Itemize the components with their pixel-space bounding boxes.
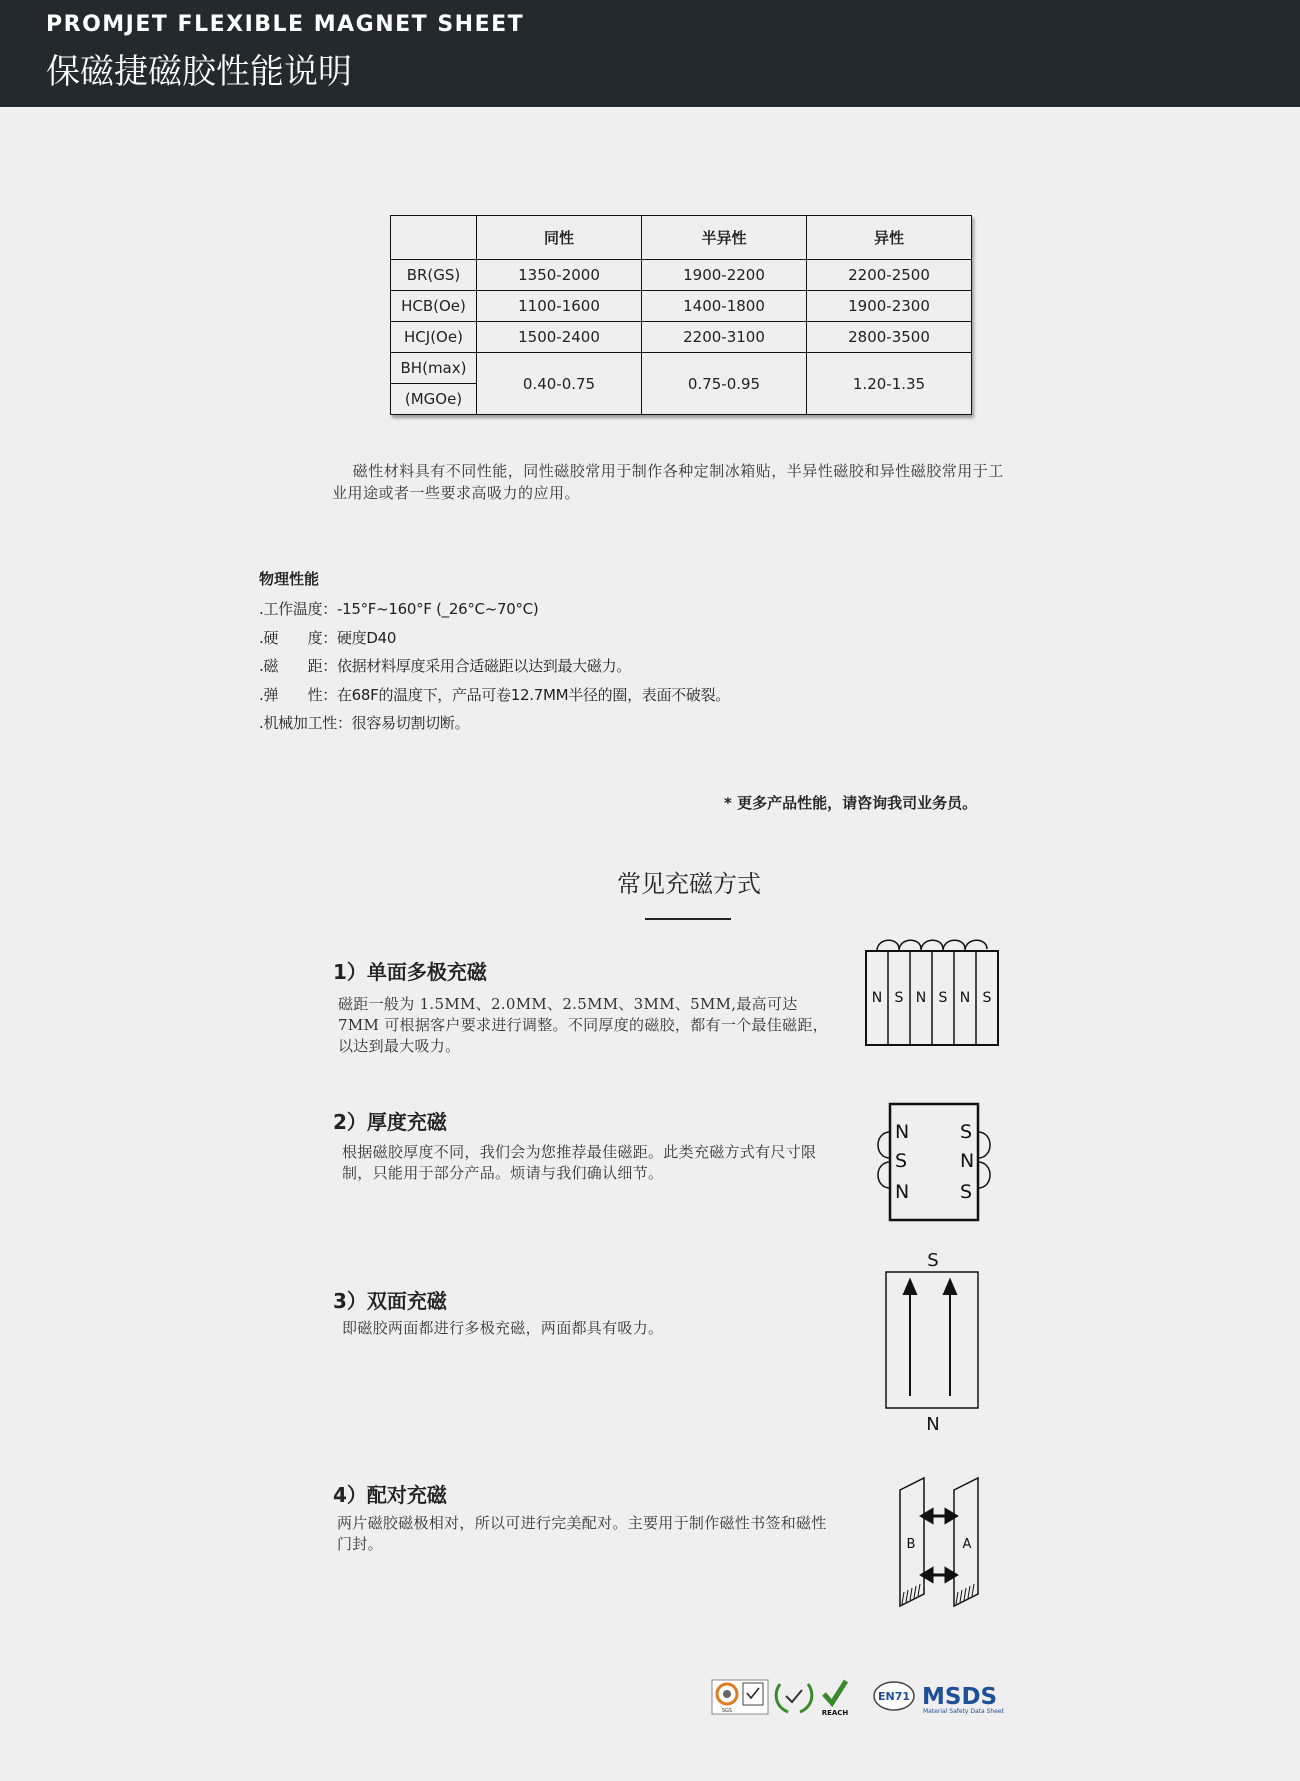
method-description: 根据磁胶厚度不同，我们会为您推荐最佳磁距。此类充磁方式有尺寸限制，只能用于部分产品。烦请与我们确认细节。 bbox=[342, 1143, 817, 1182]
physical-title: 物理性能 bbox=[259, 570, 320, 588]
sheet-label-left: B bbox=[906, 1537, 916, 1552]
pole-label: N bbox=[960, 1150, 975, 1172]
method-title: 2）厚度充磁 bbox=[333, 1110, 447, 1134]
msds-logo bbox=[922, 1684, 1005, 1715]
msds-sub-label: Material Safety Data Sheet bbox=[923, 1708, 1004, 1715]
table-cell: 1900-2300 bbox=[807, 291, 972, 322]
row-label: HCB(Oe) bbox=[391, 291, 477, 322]
table-cell: 0.75-0.95 bbox=[642, 353, 807, 415]
pole-label: S bbox=[895, 1150, 908, 1172]
pole-label: S bbox=[982, 990, 992, 1006]
section-title: 常见充磁方式 bbox=[617, 870, 761, 898]
table-row bbox=[391, 353, 972, 384]
multi-pole-diagram bbox=[862, 935, 1002, 1047]
pole-label-bottom: N bbox=[926, 1414, 940, 1435]
method-description: 两片磁胶磁极相对，所以可进行完美配对。主要用于制作磁性书签和磁性门封。 bbox=[337, 1514, 827, 1553]
pole-label: S bbox=[960, 1121, 973, 1143]
table-cell: 2200-3100 bbox=[642, 322, 807, 353]
page-header bbox=[0, 0, 1300, 107]
laurel-check-icon bbox=[776, 1684, 812, 1712]
properties-table bbox=[390, 215, 972, 415]
sheet-label-right: A bbox=[962, 1537, 972, 1552]
table-cell: 1900-2200 bbox=[642, 260, 807, 291]
table-cell: 2800-3500 bbox=[807, 322, 972, 353]
reach-label: REACH bbox=[821, 1709, 849, 1717]
en71-logo bbox=[874, 1682, 914, 1710]
sgs-logo bbox=[712, 1680, 768, 1714]
physical-line: .机械加工性：很容易切割切断。 bbox=[259, 714, 470, 732]
method-title: 4）配对充磁 bbox=[333, 1483, 447, 1507]
table-cell: 1400-1800 bbox=[642, 291, 807, 322]
header-title-en: PROMJET FLEXIBLE MAGNET SHEET bbox=[46, 12, 525, 37]
row-label-unit: (MGOe) bbox=[391, 384, 477, 415]
table-header-cell: 半异性 bbox=[642, 216, 807, 260]
physical-properties bbox=[259, 568, 730, 738]
method-title: 1）单面多极充磁 bbox=[333, 960, 487, 984]
row-label: BR(GS) bbox=[391, 260, 477, 291]
physical-line: .工作温度：-15°F~160°F (_26°C~70°C) bbox=[259, 600, 539, 618]
pole-label: N bbox=[895, 1181, 910, 1203]
magnet-outline bbox=[886, 1272, 978, 1408]
table-row bbox=[391, 260, 972, 291]
pole-label: N bbox=[959, 990, 971, 1006]
table-cell: 2200-2500 bbox=[807, 260, 972, 291]
table-row bbox=[391, 291, 972, 322]
pole-label-top: S bbox=[927, 1250, 939, 1271]
certification-logos bbox=[710, 1678, 1010, 1718]
table-header-cell: 同性 bbox=[477, 216, 642, 260]
thickness-diagram bbox=[872, 1100, 1002, 1222]
method-title: 3）双面充磁 bbox=[333, 1289, 447, 1313]
table-cell: 1.20-1.35 bbox=[807, 353, 972, 415]
row-label: HCJ(Oe) bbox=[391, 322, 477, 353]
pole-label: S bbox=[960, 1181, 973, 1203]
table-row bbox=[391, 322, 972, 353]
table-header-row bbox=[391, 216, 972, 260]
pole-label: N bbox=[871, 990, 883, 1006]
pole-label: N bbox=[895, 1121, 910, 1143]
double-side-diagram bbox=[880, 1248, 990, 1436]
method-description: 即磁胶两面都进行多极充磁，两面都具有吸力。 bbox=[342, 1319, 664, 1337]
en71-label: EN71 bbox=[877, 1690, 911, 1703]
section-divider bbox=[645, 918, 731, 920]
table-header-cell: 异性 bbox=[807, 216, 972, 260]
reach-logo bbox=[822, 1681, 849, 1717]
msds-label: MSDS bbox=[922, 1684, 998, 1710]
pair-diagram bbox=[892, 1476, 986, 1610]
table-cell: 1100-1600 bbox=[477, 291, 642, 322]
intro-paragraph bbox=[332, 460, 1012, 504]
table-cell: 1500-2400 bbox=[477, 322, 642, 353]
pole-label: S bbox=[938, 990, 948, 1006]
physical-line: .硬 度：硬度D40 bbox=[259, 628, 397, 647]
pole-label: N bbox=[915, 990, 927, 1006]
more-note: * 更多产品性能，请咨询我司业务员。 bbox=[724, 794, 978, 812]
row-label: BH(max) bbox=[391, 353, 477, 384]
table-cell: 1350-2000 bbox=[477, 260, 642, 291]
method-description: 磁距一般为 1.5MM、2.0MM、2.5MM、3MM、5MM,最高可达7MM 可根据客户要求进行调整。不同厚度的磁胶，都有一个最佳磁距，以达到最大吸力。 bbox=[338, 995, 828, 1055]
sgs-label: SGS bbox=[721, 1708, 733, 1714]
table-cell: 0.40-0.75 bbox=[477, 353, 642, 415]
table-header-cell bbox=[391, 216, 477, 260]
intro-text: 磁性材料具有不同性能，同性磁胶常用于制作各种定制冰箱贴，半异性磁胶和异性磁胶常用于工业用途或者一些要求高吸力的应用。 bbox=[332, 462, 1004, 502]
physical-line: .弹 性：在68F的温度下，产品可卷12.7MM半径的圈，表面不破裂。 bbox=[259, 685, 730, 704]
pole-label: S bbox=[894, 990, 904, 1006]
physical-line: .磁 距：依据材料厚度采用合适磁距以达到最大磁力。 bbox=[259, 657, 631, 675]
header-title-cn: 保磁捷磁胶性能说明 bbox=[46, 52, 352, 92]
